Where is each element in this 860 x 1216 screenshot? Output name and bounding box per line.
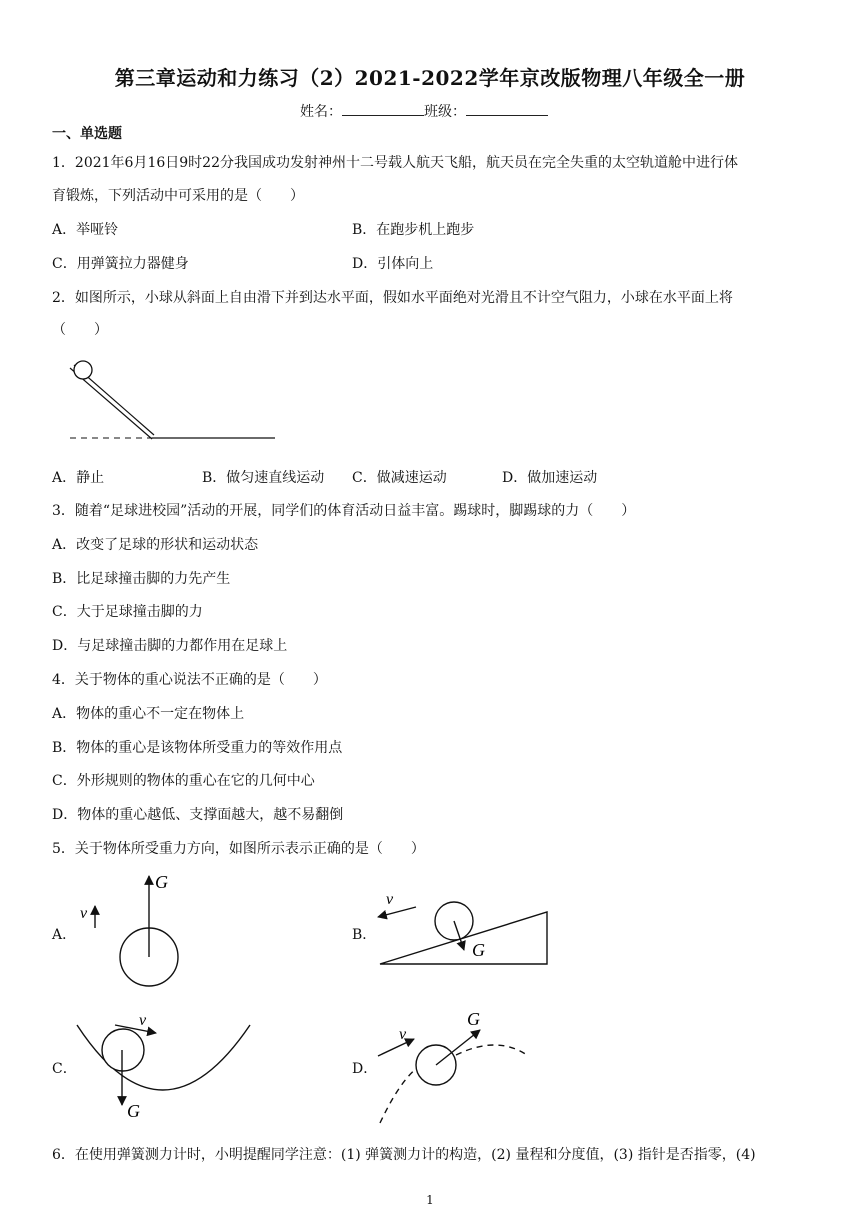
q2-option-b: B．做匀速直线运动 — [202, 470, 325, 486]
ball-c — [102, 1029, 144, 1071]
q5-option-b-label: B． — [352, 927, 377, 943]
q5-figure-a — [72, 862, 182, 992]
v-label-d: v — [399, 1026, 407, 1043]
q5-stem: 5．关于物体所受重力方向，如图所示表示正确的是（ ） — [52, 841, 425, 857]
section-heading: 一、单选题 — [52, 126, 122, 142]
q1-option-b: B．在跑步机上跑步 — [352, 222, 475, 238]
q5-option-c-label: C． — [52, 1061, 77, 1077]
q3-option-a: A．改变了足球的形状和运动状态 — [52, 537, 259, 553]
page-number: 1 — [426, 1193, 434, 1207]
q2-option-c: C．做减速运动 — [352, 470, 447, 486]
g-label-a: G — [155, 872, 168, 892]
q4-option-d: D．物体的重心越低、支撑面越大，越不易翻倒 — [52, 807, 344, 823]
v-label-a: v — [80, 905, 88, 922]
q5-figure-c — [72, 1005, 262, 1120]
class-label: 班级： — [424, 104, 466, 120]
q3-option-b: B．比足球撞击脚的力先产生 — [52, 571, 231, 587]
q3-option-c: C．大于足球撞击脚的力 — [52, 604, 203, 620]
q3-stem: 3．随着“足球进校园”活动的开展，同学们的体育活动日益丰富。踢球时，脚踢球的力（ ） — [52, 503, 636, 519]
v-label-b: v — [386, 891, 394, 908]
q2-option-a: A．静止 — [52, 470, 105, 486]
velocity-arrow-d — [378, 1039, 414, 1056]
page-title: 第三章运动和力练习（2）2021-2022学年京改版物理八年级全一册 — [114, 66, 746, 90]
q2-stem-line2: （ ） — [52, 322, 108, 338]
q5-figure-d — [372, 1005, 547, 1125]
name-label: 姓名： — [300, 104, 342, 120]
q5-figure-b — [372, 890, 557, 970]
g-label-b: G — [472, 940, 485, 960]
v-label-c: v — [139, 1012, 147, 1029]
incline-ball-figure — [60, 350, 285, 445]
g-label-d: G — [467, 1009, 480, 1029]
q1-stem-line2: 育锻炼，下列活动中可采用的是（ ） — [52, 188, 304, 204]
q5-option-d-label: D． — [352, 1061, 378, 1077]
ball-circle — [74, 361, 92, 379]
q2-stem-line1: 2．如图所示，小球从斜面上自由滑下并到达水平面，假如水平面绝对光滑且不计空气阻力，小球在水平面上将 — [52, 290, 733, 306]
name-blank — [342, 101, 424, 116]
student-info — [300, 101, 548, 121]
q6-stem-line1: 6．在使用弹簧测力计时，小明提醒同学注意：(1) 弹簧测力计的构造，(2) 量程和分度值，(3) 指针是否指零，(4) — [52, 1147, 756, 1163]
q5-option-a-label: A． — [52, 927, 77, 943]
q4-stem: 4．关于物体的重心说法不正确的是（ ） — [52, 672, 327, 688]
q4-option-a: A．物体的重心不一定在物体上 — [52, 706, 245, 722]
q3-option-d: D．与足球撞击脚的力都作用在足球上 — [52, 638, 288, 654]
trajectory-dashed-right — [456, 1045, 527, 1055]
g-label-c: G — [127, 1101, 140, 1120]
q4-option-c: C．外形规则的物体的重心在它的几何中心 — [52, 773, 315, 789]
class-blank — [466, 101, 548, 116]
q1-option-c: C．用弹簧拉力器健身 — [52, 256, 189, 272]
q1-stem-line1: 1．2021年6月16日9时22分我国成功发射神州十二号载人航天飞船，航天员在完全失重的太空轨道舱中进行体 — [52, 155, 738, 171]
q4-option-b: B．物体的重心是该物体所受重力的等效作用点 — [52, 740, 343, 756]
q1-option-a: A．举哑铃 — [52, 222, 119, 238]
velocity-arrow-b — [378, 907, 416, 917]
q1-option-d: D．引体向上 — [352, 256, 434, 272]
q2-option-d: D．做加速运动 — [502, 470, 598, 486]
